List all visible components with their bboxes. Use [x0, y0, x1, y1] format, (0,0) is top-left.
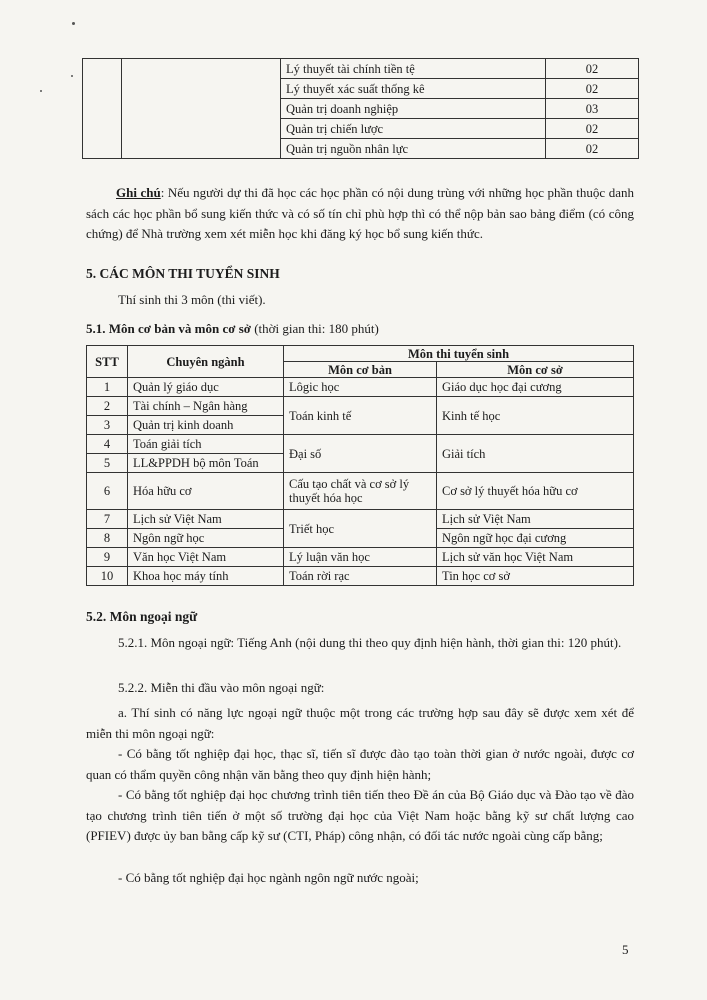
section-5-2-heading: 5.2. Môn ngoại ngữ — [86, 609, 198, 624]
section-5-heading: 5. CÁC MÔN THI TUYỂN SINH — [86, 266, 280, 281]
row-major: LL&PPDH bộ môn Toán — [128, 454, 284, 473]
row-major: Văn học Việt Nam — [128, 548, 284, 567]
table-row — [87, 548, 634, 567]
course-name: Lý thuyết tài chính tiền tệ — [281, 59, 546, 79]
course-credits: 02 — [546, 59, 639, 79]
row-major: Ngôn ngữ học — [128, 529, 284, 548]
row-major: Quản trị kinh doanh — [128, 416, 284, 435]
row-core: Kinh tế học — [437, 397, 634, 435]
header-stt: STT — [87, 346, 128, 378]
row-major: Lịch sử Việt Nam — [128, 510, 284, 529]
row-core: Lịch sử văn học Việt Nam — [437, 548, 634, 567]
section-5-2-1: 5.2.1. Môn ngoại ngữ: Tiếng Anh (nội dung thi theo quy định hiện hành, thời gian thi: 120 phút). — [118, 635, 622, 650]
table-row — [87, 435, 634, 454]
row-stt: 2 — [87, 397, 128, 416]
table-row — [87, 378, 634, 397]
course-credits: 02 — [546, 119, 639, 139]
course-credits: 03 — [546, 99, 639, 119]
row-major: Quản lý giáo dục — [128, 378, 284, 397]
row-major: Tài chính – Ngân hàng — [128, 397, 284, 416]
row-stt: 7 — [87, 510, 128, 529]
header-basic: Môn cơ bản — [284, 362, 437, 378]
page-number: 5 — [622, 942, 629, 957]
row-stt: 1 — [87, 378, 128, 397]
header-exam-group: Môn thi tuyển sinh — [284, 346, 634, 362]
course-name: Quản trị nguồn nhân lực — [281, 139, 546, 159]
table-row — [83, 59, 639, 79]
row-core: Cơ sở lý thuyết hóa hữu cơ — [437, 473, 634, 510]
row-core: Ngôn ngữ học đại cương — [437, 529, 634, 548]
section-5-intro: Thí sinh thi 3 môn (thi viết). — [118, 292, 266, 307]
row-stt: 10 — [87, 567, 128, 586]
row-stt: 5 — [87, 454, 128, 473]
note-text: : Nếu người dự thi đã học các học phần có nội dung trùng với những học phần thuộc danh sách các học phần bổ sung kiến thức và có số tín chỉ phù hợp thì có thể nộp bản sao bảng điểm (có công chứng) để Nhà trường xem xét miễn học khi đăng ký học bổ sung kiến thức. — [86, 185, 635, 241]
row-core: Giải tích — [437, 435, 634, 473]
row-basic: Lý luận văn học — [284, 548, 437, 567]
row-basic: Toán rời rạc — [284, 567, 437, 586]
row-basic: Lôgic học — [284, 378, 437, 397]
header-major: Chuyên ngành — [128, 346, 284, 378]
row-core: Giáo dục học đại cương — [437, 378, 634, 397]
row-core: Lịch sử Việt Nam — [437, 510, 634, 529]
row-stt: 6 — [87, 473, 128, 510]
table-row — [87, 473, 634, 510]
table-row — [87, 510, 634, 529]
note-paragraph — [86, 183, 634, 245]
table-row — [87, 397, 634, 416]
bullet-language-degree: - Có bằng tốt nghiệp đại học ngành ngôn ngữ nước ngoài; — [118, 870, 419, 885]
course-credits: 02 — [546, 139, 639, 159]
row-basic: Đại số — [284, 435, 437, 473]
section-5-2-2: 5.2.2. Miễn thi đầu vào môn ngoại ngữ: — [118, 680, 325, 695]
bullet-advanced-program: - Có bằng tốt nghiệp đại học chương trình tiên tiến theo Đề án của Bộ Giáo dục và Đào tạo về đào tạo chương trình tiên tiến ở một số trường đại học của Việt Nam hoặc bằng kỹ sư chất lượng cao (PFIEV) được ủy ban bằng cấp kỹ sư (CTI, Pháp) công nhận, có đối tác nước ngoài cùng cấp bằng; — [86, 787, 634, 843]
course-table — [82, 58, 639, 159]
row-basic: Toán kinh tế — [284, 397, 437, 435]
row-basic: Cấu tạo chất và cơ sở lý thuyết hóa học — [284, 473, 437, 510]
paragraph-a: a. Thí sinh có năng lực ngoại ngữ thuộc một trong các trường hợp sau đây sẽ được xem xét để miễn thi môn ngoại ngữ: — [86, 705, 634, 741]
row-major: Hóa hữu cơ — [128, 473, 284, 510]
course-name: Quản trị doanh nghiệp — [281, 99, 546, 119]
row-stt: 8 — [87, 529, 128, 548]
row-major: Toán giải tích — [128, 435, 284, 454]
row-stt: 9 — [87, 548, 128, 567]
exam-subjects-table — [86, 345, 634, 586]
table-header-row — [87, 346, 634, 362]
bullet-foreign-degree: - Có bằng tốt nghiệp đại học, thạc sĩ, tiến sĩ được đào tạo toàn thời gian ở nước ngoài, được cơ quan có thẩm quyền công nhận văn bằng theo quy định hiện hành; — [86, 746, 634, 782]
header-core: Môn cơ sở — [437, 362, 634, 378]
note-label: Ghi chú — [116, 185, 161, 200]
course-name: Quản trị chiến lược — [281, 119, 546, 139]
row-core: Tin học cơ sở — [437, 567, 634, 586]
row-stt: 4 — [87, 435, 128, 454]
row-major: Khoa học máy tính — [128, 567, 284, 586]
row-basic: Triết học — [284, 510, 437, 548]
row-stt: 3 — [87, 416, 128, 435]
course-name: Lý thuyết xác suất thống kê — [281, 79, 546, 99]
section-5-1-heading: 5.1. Môn cơ bản và môn cơ sở (thời gian thi: 180 phút) — [86, 321, 379, 336]
table-row — [87, 567, 634, 586]
course-credits: 02 — [546, 79, 639, 99]
